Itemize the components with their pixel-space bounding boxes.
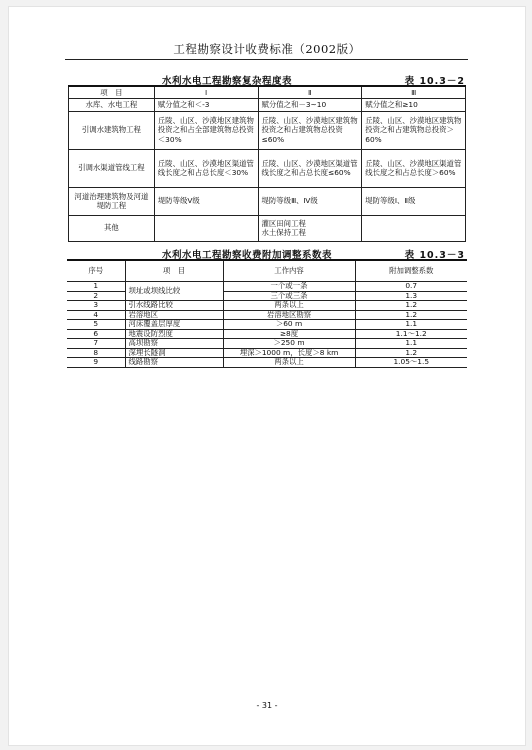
header-rule: [65, 59, 468, 60]
row-content: 一个或一条: [223, 282, 355, 292]
document-page: [8, 6, 526, 746]
row-item: 岩溶地区: [125, 310, 223, 320]
table-row: [67, 282, 467, 292]
row-number: 1: [67, 282, 125, 292]
row-item: 线路勘察: [125, 358, 223, 368]
table-row: [67, 358, 467, 368]
row-number: 8: [67, 348, 125, 358]
row-content: 岩溶地区勘察: [223, 310, 355, 320]
complexity-table: [68, 85, 466, 242]
row-item: 深埋长隧洞: [125, 348, 223, 358]
row-item: 引水线路比较: [125, 301, 223, 311]
table-header-row: [69, 86, 466, 99]
row-coefficient: 1.1: [355, 339, 467, 349]
row-label: 引调水建筑物工程: [69, 111, 155, 149]
table1-title: 水利水电工程勘察复杂程度表: [162, 76, 293, 87]
table-row: [69, 111, 466, 149]
row-label: 引调水渠道管线工程: [69, 149, 155, 187]
row-item: 坝址或坝线比较: [125, 282, 223, 301]
row-label: 水库、水电工程: [69, 99, 155, 111]
row-number: 6: [67, 329, 125, 339]
table2-number: 表 10.3－3: [404, 250, 465, 261]
row-content: ＞60 m: [223, 320, 355, 330]
col-header: 项 目: [125, 260, 223, 282]
table-row: [69, 215, 466, 241]
row-content: 两条以上: [223, 301, 355, 311]
col-header: 工作内容: [223, 260, 355, 282]
table-row: [69, 187, 466, 215]
table-row: [67, 301, 467, 311]
row-content: ≥8度: [223, 329, 355, 339]
row-content: ＞250 m: [223, 339, 355, 349]
table-cell: 丘陵、山区、沙漠地区建筑物投资之和占全部建筑物总投资＜30%: [154, 111, 258, 149]
table-cell: 丘陵、山区、沙漠地区渠道管线长度之和占总长度≤60%: [258, 149, 362, 187]
table-row: [69, 99, 466, 111]
table-cell: 丘陵、山区、沙漠地区渠道管线长度之和占总长度＞60%: [362, 149, 466, 187]
col-header: Ⅱ: [258, 86, 362, 99]
row-label: 河道治理建筑物及河道堤防工程: [69, 187, 155, 215]
col-header: 附加调整系数: [355, 260, 467, 282]
table-cell: 堤防等级Ⅴ级: [154, 187, 258, 215]
table-cell: 堤防等级Ⅲ、Ⅳ级: [258, 187, 362, 215]
row-item: 高坝勘察: [125, 339, 223, 349]
row-number: 7: [67, 339, 125, 349]
row-coefficient: 1.1: [355, 320, 467, 330]
adjustment-coefficient-table: [67, 259, 467, 368]
row-content: 三个或三条: [223, 291, 355, 301]
table-row: [69, 149, 466, 187]
table-cell: 丘陵、山区、沙漠地区建筑物投资之和占建筑物总投资＞60%: [362, 111, 466, 149]
table2-title: 水利水电工程勘察收费附加调整系数表: [162, 250, 333, 261]
row-coefficient: 0.7: [355, 282, 467, 292]
row-number: 4: [67, 310, 125, 320]
table-cell: 赋分值之和－3~10: [258, 99, 362, 111]
table-row: [67, 320, 467, 330]
table-row: [67, 339, 467, 349]
row-number: 3: [67, 301, 125, 311]
table-cell: [362, 215, 466, 241]
table-cell: 丘陵、山区、沙漠地区建筑物投资之和占建筑物总投资≤60%: [258, 111, 362, 149]
row-label: 其他: [69, 215, 155, 241]
col-header: 项 目: [69, 86, 155, 99]
row-number: 2: [67, 291, 125, 301]
col-header: 序号: [67, 260, 125, 282]
col-header: Ⅲ: [362, 86, 466, 99]
table1-number: 表 10.3－2: [404, 76, 465, 87]
row-number: 9: [67, 358, 125, 368]
row-number: 5: [67, 320, 125, 330]
table-cell: 堤防等级Ⅰ、Ⅱ级: [362, 187, 466, 215]
row-coefficient: 1.3: [355, 291, 467, 301]
col-header: Ⅰ: [154, 86, 258, 99]
running-header: 工程勘察设计收费标准（2002版）: [173, 42, 361, 56]
row-coefficient: 1.2: [355, 310, 467, 320]
page-number: - 31 -: [256, 701, 278, 710]
table-cell: 赋分值之和＜-3: [154, 99, 258, 111]
row-coefficient: 1.2: [355, 348, 467, 358]
table-cell: 赋分值之和≥10: [362, 99, 466, 111]
table-header-row: [67, 260, 467, 282]
table-cell: 灌区田间工程 水土保持工程: [258, 215, 362, 241]
row-coefficient: 1.05～1.5: [355, 358, 467, 368]
row-item: 地震设防烈度: [125, 329, 223, 339]
row-item: 河床覆盖层厚度: [125, 320, 223, 330]
row-content: 埋深＞1000 m，长度＞8 km: [223, 348, 355, 358]
row-coefficient: 1.1～1.2: [355, 329, 467, 339]
row-content: 两条以上: [223, 358, 355, 368]
table-cell: 丘陵、山区、沙漠地区渠道管线长度之和占总长度＜30%: [154, 149, 258, 187]
row-coefficient: 1.2: [355, 301, 467, 311]
table-cell: [154, 215, 258, 241]
